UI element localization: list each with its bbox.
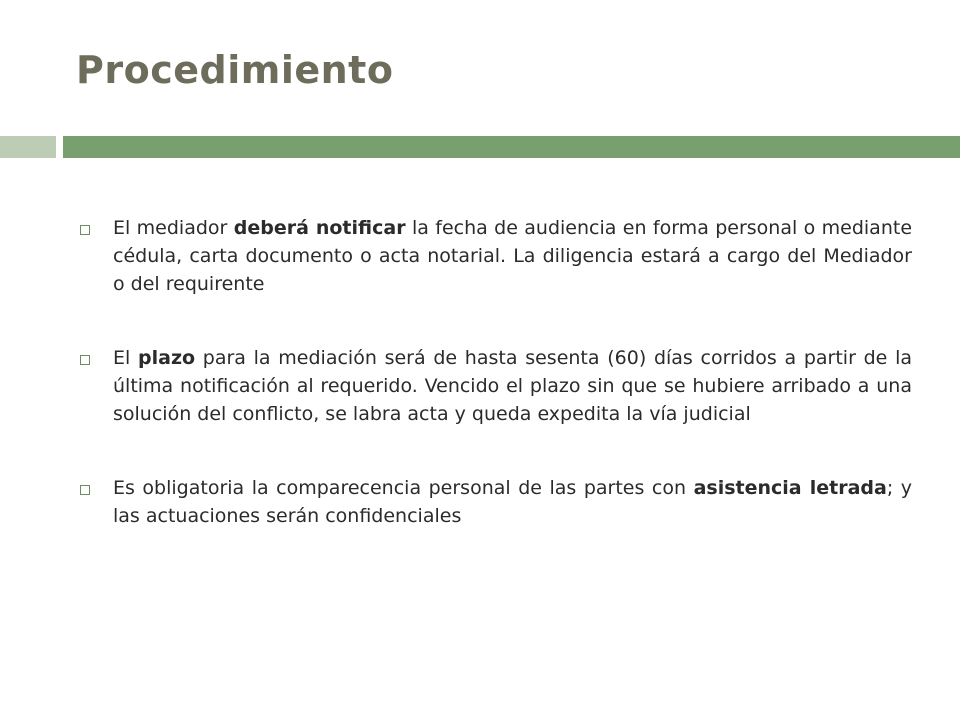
bullet-item xyxy=(80,214,912,298)
bullet-text-part: Es obligatoria la comparecencia personal de las partes con xyxy=(113,477,694,499)
bullet-text-emphasis: asistencia letrada xyxy=(693,477,887,499)
bullet-item xyxy=(80,474,912,530)
square-bullet-icon xyxy=(80,355,90,365)
bullet-text-part: ; y las actuaciones serán confidenciales xyxy=(113,477,912,527)
bullet-text-emphasis: deberá notificar xyxy=(233,217,406,239)
square-bullet-icon xyxy=(80,225,90,235)
bullet-list xyxy=(80,214,912,576)
slide-title: Procedimiento xyxy=(76,48,394,92)
bullet-text-part: El xyxy=(113,347,139,369)
bullet-text xyxy=(113,347,912,425)
title-rule-dark xyxy=(63,136,960,158)
bullet-text-part: El mediador xyxy=(113,217,234,239)
bullet-text-emphasis: plazo xyxy=(138,347,196,369)
square-bullet-icon xyxy=(80,485,90,495)
bullet-text-part: la fecha de audiencia en forma personal o mediante cédula, carta documento o acta notarial. La diligencia estará a cargo del Mediador o del requirente xyxy=(113,217,913,295)
bullet-item xyxy=(80,344,912,428)
title-rule-light xyxy=(0,136,56,158)
bullet-text-part: para la mediación será de hasta sesenta (60) días corridos a partir de la última notificación al requerido. Vencido el plazo sin que se hubiere arribado a una solución del conflicto, se labra acta y queda expedita la vía judicial xyxy=(113,347,913,425)
bullet-text xyxy=(113,477,912,527)
bullet-text xyxy=(113,217,912,295)
